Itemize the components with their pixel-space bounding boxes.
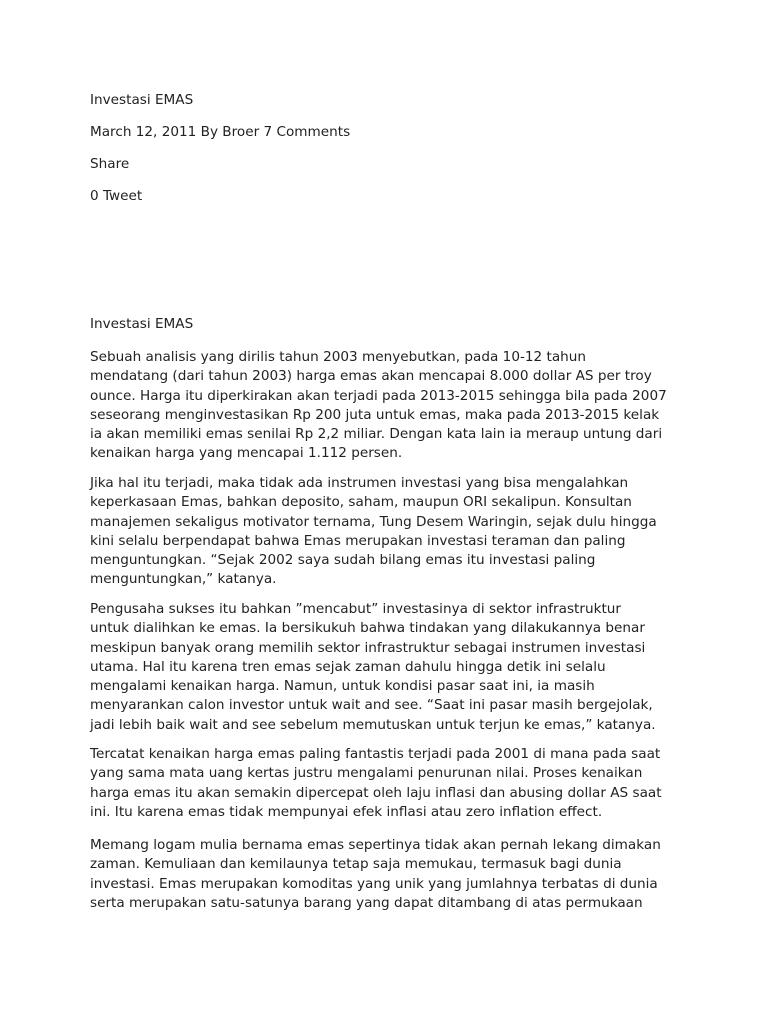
paragraph-line: manajemen sekaligus motivator ternama, Tung Desem Waringin, sejak dulu hingga (90, 513, 657, 530)
paragraph-line: harga emas itu akan semakin dipercepat oleh laju inflasi dan abusing dollar AS saat (90, 784, 662, 801)
article-paragraph (90, 745, 690, 822)
post-byline: March 12, 2011 By Broer 7 Comments (90, 124, 351, 140)
paragraph-line: ounce. Harga itu diperkirakan akan terjadi pada 2013-2015 sehingga bila pada 2007 (90, 387, 667, 404)
paragraph-line: Tercatat kenaikan harga emas paling fantastis terjadi pada 2001 di mana pada saat (90, 746, 661, 762)
share-label: Share (90, 156, 130, 172)
paragraph-line: mengalami kenaikan harga. Namun, untuk kondisi pasar saat ini, ia masih (90, 678, 595, 695)
article-heading: Investasi EMAS (90, 316, 194, 332)
article-paragraph (90, 474, 690, 590)
paragraph-line: zaman. Kemuliaan dan kemilaunya tetap saja memukau, termasuk bagi dunia (90, 856, 622, 873)
paragraph-line: serta merupakan satu-satunya barang yang dapat ditambang di atas permukaan (90, 894, 643, 911)
paragraph-line: menyarankan calon investor untuk wait and see. “Saat ini pasar masih bergejolak, (90, 697, 653, 714)
paragraph-line: untuk dialihkan ke emas. Ia bersikukuh bahwa tindakan yang dilakukannya benar (90, 620, 645, 637)
paragraph-line: kini selalu berpendapat bahwa Emas merupakan investasi teraman dan paling (90, 532, 626, 549)
paragraph-line: jadi lebih baik wait and see sebelum memutuskan untuk terjun ke emas,” katanya. (90, 716, 656, 733)
paragraph-line: yang sama mata uang kertas justru mengalami penurunan nilai. Proses kenaikan (90, 765, 643, 782)
article-paragraph (90, 348, 690, 464)
post-title: Investasi EMAS (90, 92, 194, 108)
paragraph-line: kenaikan harga yang mencapai 1.112 persen. (90, 445, 403, 462)
paragraph-line: Memang logam mulia bernama emas sepertinya tidak akan pernah lekang dimakan (90, 837, 661, 853)
paragraph-line: Sebuah analisis yang dirilis tahun 2003 menyebutkan, pada 10-12 tahun (90, 349, 586, 365)
paragraph-line: Jika hal itu terjadi, maka tidak ada instrumen investasi yang bisa mengalahkan (90, 475, 629, 491)
paragraph-line: ini. Itu karena emas tidak mempunyai efek inflasi atau zero inflation effect. (90, 803, 603, 820)
paragraph-line: meskipun banyak orang memilih sektor infrastruktur sebagai instrumen investasi (90, 639, 646, 656)
article-paragraph (90, 600, 690, 735)
paragraph-line: keperkasaan Emas, bahkan deposito, saham, maupun ORI sekalipun. Konsultan (90, 494, 632, 511)
paragraph-line: menguntungkan. “Sejak 2002 saya sudah bilang emas itu investasi paling (90, 552, 596, 569)
paragraph-line: ia akan memiliki emas senilai Rp 2,2 miliar. Dengan kata lain ia meraup untung dari (90, 426, 663, 443)
tweet-label: 0 Tweet (90, 188, 143, 204)
paragraph-line: utama. Hal itu karena tren emas sejak zaman dahulu hingga detik ini selalu (90, 658, 606, 675)
paragraph-line: menguntungkan,” katanya. (90, 571, 277, 588)
paragraph-line: Pengusaha sukses itu bahkan ”mencabut” investasinya di sektor infrastruktur (90, 601, 621, 617)
article-paragraph (90, 836, 690, 913)
paragraph-line: seseorang menginvestasikan Rp 200 juta untuk emas, maka pada 2013-2015 kelak (90, 406, 660, 423)
paragraph-line: mendatang (dari tahun 2003) harga emas akan mencapai 8.000 dollar AS per troy (90, 368, 652, 385)
paragraph-line: investasi. Emas merupakan komoditas yang unik yang jumlahnya terbatas di dunia (90, 875, 658, 892)
